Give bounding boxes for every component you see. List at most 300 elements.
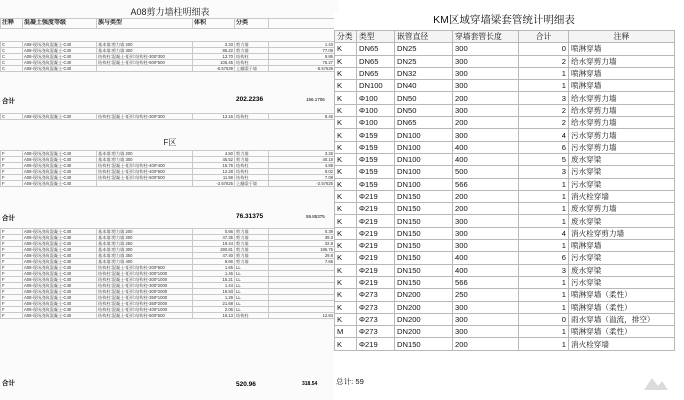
left-cell: 29.8 xyxy=(269,253,335,259)
sleeve-table xyxy=(334,30,675,351)
left-row xyxy=(1,313,335,319)
cell-category: K xyxy=(335,264,357,276)
table-row xyxy=(335,301,675,313)
left-cell: 剪力墙 xyxy=(235,42,269,48)
cell-note: 污水穿剪力墙 xyxy=(569,129,675,141)
cell-pipe-diameter: DN150 xyxy=(395,338,453,350)
left-total-2-value: 76.31375 xyxy=(236,213,264,220)
watermark-logo-icon xyxy=(642,374,670,394)
left-cell: 结构柱:混凝土-矩形:结构柱-300*1000 xyxy=(97,277,193,283)
left-cell: 0.39 xyxy=(269,229,335,235)
cell-pipe-diameter: DN25 xyxy=(395,43,453,55)
left-cell: 105.45 xyxy=(193,60,235,66)
left-cell: 结构柱:混凝土-矩形:结构柱-500*500 xyxy=(97,175,193,181)
cell-sleeve-length: 200 xyxy=(453,338,519,350)
left-block-1b xyxy=(0,113,335,120)
right-spreadsheet xyxy=(334,12,684,400)
cell-total: 1 xyxy=(519,215,569,227)
left-cell: 剪力墙 xyxy=(235,241,269,247)
cell-category: K xyxy=(335,178,357,190)
cell-total: 1 xyxy=(519,326,569,338)
left-cell: A08-现场浇筑混凝土-C40 xyxy=(23,175,97,181)
left-cell: 基本墙:剪力墙 200 xyxy=(97,42,193,48)
cell-sleeve-length: 250 xyxy=(453,289,519,301)
left-cell: 剪力墙 xyxy=(235,151,269,157)
left-total-2-extra: 59.85375 xyxy=(306,214,325,219)
left-cell: A08-现场浇筑混凝土-C40 xyxy=(23,66,97,72)
cell-sleeve-length: 200 xyxy=(453,92,519,104)
table-row xyxy=(335,215,675,227)
left-cell: F xyxy=(1,265,23,271)
table-row xyxy=(335,326,675,338)
table-row xyxy=(335,276,675,288)
cell-total: 1 xyxy=(519,190,569,202)
left-total-3-value: 520.96 xyxy=(236,381,256,388)
table-row xyxy=(335,227,675,239)
cell-note: 污水穿梁 xyxy=(569,166,675,178)
table-row xyxy=(335,92,675,104)
cell-type: DN65 xyxy=(357,67,395,79)
left-cell: LL xyxy=(235,271,269,277)
left-cell: C xyxy=(1,54,23,60)
cell-total: 6 xyxy=(519,141,569,153)
left-cell: 基本墙:剪力墙 300 xyxy=(97,48,193,54)
cell-pipe-diameter: DN150 xyxy=(395,227,453,239)
left-cell: A08-现场浇筑混凝土-C40 xyxy=(23,283,97,289)
table-row xyxy=(335,141,675,153)
left-cell: 结构柱:混凝土-矩形:结构柱-350*2000 xyxy=(97,301,193,307)
left-cell: F xyxy=(1,157,23,163)
left-cell: 剪力墙 xyxy=(235,229,269,235)
left-header-0: 注释 xyxy=(1,19,23,29)
left-total-1-label: 合计 xyxy=(2,98,15,105)
cell-note: 给水穿剪力墙 xyxy=(569,104,675,116)
table-row xyxy=(335,55,675,67)
cell-pipe-diameter: DN65 xyxy=(395,117,453,129)
left-cell: 45.52 xyxy=(193,157,235,163)
cell-sleeve-length: 300 xyxy=(453,313,519,325)
left-cell: 结构柱:混凝土-矩形:结构柱-200*600 xyxy=(97,265,193,271)
cell-category: K xyxy=(335,104,357,116)
left-total-3-label: 合计 xyxy=(2,380,15,387)
left-cell: F xyxy=(1,163,23,169)
left-cell: A08-现场浇筑混凝土-C40 xyxy=(23,247,97,253)
cell-sleeve-length: 400 xyxy=(453,252,519,264)
left-cell: A08-现场浇筑混凝土-C40 xyxy=(23,42,97,48)
table-row xyxy=(335,289,675,301)
cell-category: K xyxy=(335,301,357,313)
left-block-3 xyxy=(0,228,335,319)
left-cell: A08-现场浇筑混凝土-C40 xyxy=(23,235,97,241)
cell-total: 1 xyxy=(519,203,569,215)
cell-total: 0 xyxy=(519,313,569,325)
cell-pipe-diameter: DN200 xyxy=(395,326,453,338)
cell-category: K xyxy=(335,203,357,215)
header-note: 注释 xyxy=(569,31,675,43)
left-cell: 结构柱:混凝土-矩形:结构柱-400*600 xyxy=(97,169,193,175)
left-cell: F xyxy=(1,229,23,235)
left-cell: C xyxy=(1,66,23,72)
left-cell: A08-现场浇筑混凝土-C40 xyxy=(23,151,97,157)
left-title-1: A08剪力墙柱明细表 xyxy=(130,7,210,17)
cell-type: Φ273 xyxy=(357,289,395,301)
cell-note: 给水穿剪力墙 xyxy=(569,92,675,104)
left-cell: A08-现场浇筑混凝土-C40 xyxy=(23,241,97,247)
cell-category: K xyxy=(335,215,357,227)
left-cell: 剪力墙 xyxy=(235,247,269,253)
left-cell: A08-现场浇筑混凝土-C40 xyxy=(23,265,97,271)
left-cell: 77.09 xyxy=(269,48,335,54)
left-total-1-value: 202.2236 xyxy=(236,96,264,103)
cell-total: 4 xyxy=(519,129,569,141)
left-cell: A08-现场浇筑混凝土-C40 xyxy=(23,54,97,60)
left-cell: 290.81 xyxy=(193,247,235,253)
left-cell: F xyxy=(1,151,23,157)
cell-total: 0 xyxy=(519,43,569,55)
cell-pipe-diameter: DN150 xyxy=(395,276,453,288)
cell-sleeve-length: 200 xyxy=(453,190,519,202)
left-cell: 剪力墙 xyxy=(235,157,269,163)
cell-type: Φ100 xyxy=(357,117,395,129)
left-cell: 结构柱 xyxy=(235,163,269,169)
left-cell: 4.50 xyxy=(193,151,235,157)
left-cell: 13.16 xyxy=(193,114,235,120)
left-cell: 15.21 xyxy=(193,277,235,283)
cell-total: 4 xyxy=(519,227,569,239)
left-cell: LL xyxy=(235,265,269,271)
left-row xyxy=(1,66,335,72)
left-header-2: 族与类型 xyxy=(97,19,193,29)
table-row xyxy=(335,264,675,276)
left-cell: A08-现场浇筑混凝土-C40 xyxy=(23,259,97,265)
cell-sleeve-length: 300 xyxy=(453,55,519,67)
cell-pipe-diameter: DN150 xyxy=(395,240,453,252)
left-cell: 8.46 xyxy=(269,114,335,120)
left-cell: 19.13 xyxy=(193,313,235,319)
cell-pipe-diameter: DN50 xyxy=(395,104,453,116)
left-cell: C xyxy=(1,60,23,66)
left-cell: 85.22 xyxy=(193,48,235,54)
cell-note: 给水穿剪力墙 xyxy=(569,117,675,129)
cell-pipe-diameter: DN200 xyxy=(395,301,453,313)
cell-total: 2 xyxy=(519,104,569,116)
left-cell: 剪力墙 xyxy=(235,259,269,265)
table-row xyxy=(335,252,675,264)
cell-note: 喷淋穿墙 xyxy=(569,67,675,79)
cell-sleeve-length: 300 xyxy=(453,227,519,239)
cell-sleeve-length: 300 xyxy=(453,129,519,141)
left-cell: 2.06 xyxy=(193,307,235,313)
left-cell: F xyxy=(1,241,23,247)
cell-category: K xyxy=(335,313,357,325)
cell-type: Φ159 xyxy=(357,153,395,165)
left-cell: 3.26 xyxy=(269,151,335,157)
left-cell: 1.44 xyxy=(193,283,235,289)
table-row xyxy=(335,129,675,141)
left-cell: A08-现场浇筑混凝土-C40 xyxy=(23,295,97,301)
cell-note: 消火栓穿墙 xyxy=(569,190,675,202)
cell-note: 喷淋穿墙（柔性） xyxy=(569,326,675,338)
cell-type: Φ159 xyxy=(357,129,395,141)
right-title: KM区域穿墙梁套管统计明细表 xyxy=(433,14,575,26)
left-row xyxy=(1,181,335,187)
cell-pipe-diameter: DN150 xyxy=(395,252,453,264)
cell-note: 废水穿梁 xyxy=(569,153,675,165)
table-row xyxy=(335,338,675,350)
cell-sleeve-length: 400 xyxy=(453,141,519,153)
table-row xyxy=(335,67,675,79)
left-cell: 结构柱:混凝土-矩形:结构柱-300*300 xyxy=(97,114,193,120)
left-cell: 19.44 xyxy=(193,241,235,247)
cell-pipe-diameter: DN150 xyxy=(395,215,453,227)
left-cell: 15.76 xyxy=(193,163,235,169)
cell-total: 6 xyxy=(519,252,569,264)
left-cell xyxy=(97,66,193,72)
left-cell: LL xyxy=(235,277,269,283)
left-cell: 结构柱:混凝土-矩形:结构柱-300*2000 xyxy=(97,283,193,289)
cell-category: K xyxy=(335,153,357,165)
left-cell: 7.08 xyxy=(269,175,335,181)
cell-category: K xyxy=(335,92,357,104)
left-cell: F xyxy=(1,295,23,301)
left-cell: A08-现场浇筑混凝土-C40 xyxy=(23,307,97,313)
cell-note: 喷淋穿墙（柔性） xyxy=(569,289,675,301)
left-cell: A08-现场浇筑混凝土-C40 xyxy=(23,60,97,66)
table-row xyxy=(335,313,675,325)
left-cell: F xyxy=(1,175,23,181)
left-row xyxy=(1,114,335,120)
left-cell: A08-现场浇筑混凝土-C40 xyxy=(23,181,97,187)
left-cell: 结构柱:混凝土-矩形:结构柱-500*500 xyxy=(97,313,193,319)
table-row xyxy=(335,166,675,178)
left-cell: 76.27 xyxy=(269,60,335,66)
left-cell: C xyxy=(1,48,23,54)
cell-total: 1 xyxy=(519,80,569,92)
left-cell: LL xyxy=(235,307,269,313)
cell-sleeve-length: 400 xyxy=(453,153,519,165)
left-cell: 195.75 xyxy=(269,247,335,253)
cell-category: K xyxy=(335,166,357,178)
left-cell: A08-现场浇筑混凝土-C40 xyxy=(23,301,97,307)
left-cell: 基本墙:剪力墙 400 xyxy=(97,259,193,265)
left-cell xyxy=(97,181,193,187)
table-row xyxy=(335,178,675,190)
left-cell: 基本墙:剪力墙 350 xyxy=(97,253,193,259)
left-cell: 上翻梁于墙 xyxy=(235,181,269,187)
cell-pipe-diameter: DN100 xyxy=(395,153,453,165)
left-title-2: F区 xyxy=(163,138,177,147)
cell-type: Φ219 xyxy=(357,264,395,276)
left-cell: 18.93 xyxy=(193,289,235,295)
cell-note: 污水穿梁 xyxy=(569,252,675,264)
cell-category: K xyxy=(335,252,357,264)
left-cell: LL xyxy=(235,295,269,301)
cell-sleeve-length: 566 xyxy=(453,276,519,288)
left-header-table xyxy=(0,18,335,29)
header-type: 类型 xyxy=(357,31,395,43)
cell-pipe-diameter: DN40 xyxy=(395,80,453,92)
table-row xyxy=(335,190,675,202)
cell-pipe-diameter: DN200 xyxy=(395,313,453,325)
left-cell: 结构柱:混凝土-矩形:结构柱-400*1000 xyxy=(97,307,193,313)
header-sleeve-length: 穿墙套管长度 xyxy=(453,31,519,43)
cell-sleeve-length: 300 xyxy=(453,301,519,313)
left-cell: F xyxy=(1,271,23,277)
left-cell: -5.57639 xyxy=(269,66,335,72)
left-cell: 1.29 xyxy=(193,295,235,301)
cell-pipe-diameter: DN50 xyxy=(395,92,453,104)
table-row xyxy=(335,117,675,129)
cell-pipe-diameter: DN100 xyxy=(395,178,453,190)
cell-sleeve-length: 300 xyxy=(453,104,519,116)
cell-category: K xyxy=(335,129,357,141)
cell-category: K xyxy=(335,43,357,55)
left-cell: 结构柱 xyxy=(235,169,269,175)
cell-type: Φ159 xyxy=(357,166,395,178)
left-header-row xyxy=(1,19,335,29)
left-cell: 1.43 xyxy=(269,42,335,48)
left-cell: 4.89 xyxy=(269,163,335,169)
cell-total: 1 xyxy=(519,289,569,301)
left-header-3: 体积 xyxy=(193,19,235,29)
cell-note: 污水穿梁 xyxy=(569,276,675,288)
left-cell: LL xyxy=(235,289,269,295)
cell-type: DN65 xyxy=(357,43,395,55)
left-cell: 1.65 xyxy=(193,265,235,271)
cell-pipe-diameter: DN200 xyxy=(395,289,453,301)
cell-note: 消火栓穿剪力墙 xyxy=(569,227,675,239)
left-cell: 3.33 xyxy=(193,42,235,48)
left-total-1-extra: 156.1706 xyxy=(306,97,325,102)
left-cell: 13.70 xyxy=(193,54,235,60)
cell-note: 喷淋穿墙（柔性） xyxy=(569,301,675,313)
left-cell: 结构柱:混凝土-矩形:结构柱-300*300 xyxy=(97,54,193,60)
sleeve-table-header xyxy=(335,31,675,43)
cell-note: 污水穿剪力墙 xyxy=(569,141,675,153)
cell-note: 给水穿剪力墙 xyxy=(569,55,675,67)
cell-note: 喷淋穿墙 xyxy=(569,43,675,55)
cell-note: 污水穿梁 xyxy=(569,178,675,190)
cell-type: Φ219 xyxy=(357,240,395,252)
left-cell: 结构柱 xyxy=(235,60,269,66)
cell-pipe-diameter: DN150 xyxy=(395,203,453,215)
table-row xyxy=(335,104,675,116)
left-cell: LL xyxy=(235,301,269,307)
cell-total: 3 xyxy=(519,92,569,104)
left-cell: 基本墙:剪力墙 200 xyxy=(97,235,193,241)
header-total: 合计 xyxy=(519,31,569,43)
cell-category: M xyxy=(335,326,357,338)
cell-pipe-diameter: DN100 xyxy=(395,166,453,178)
left-cell: 1.46 xyxy=(193,271,235,277)
cell-total: 1 xyxy=(519,178,569,190)
cell-sleeve-length: 300 xyxy=(453,67,519,79)
cell-category: K xyxy=(335,55,357,67)
cell-pipe-diameter: DN150 xyxy=(395,190,453,202)
cell-pipe-diameter: DN25 xyxy=(395,55,453,67)
left-cell: 9.66 xyxy=(193,259,235,265)
left-cell: 基本墙:剪力墙 200 xyxy=(97,151,193,157)
cell-sleeve-length: 300 xyxy=(453,240,519,252)
table-row xyxy=(335,80,675,92)
cell-total: 5 xyxy=(519,153,569,165)
cell-note: 喷淋穿墙 xyxy=(569,80,675,92)
cell-total: 1 xyxy=(519,276,569,288)
cell-category: K xyxy=(335,276,357,288)
left-cell: 9.02 xyxy=(269,169,335,175)
left-cell: 47.35 xyxy=(193,235,235,241)
left-cell: 结构柱:混凝土-矩形:结构柱-400*400 xyxy=(97,163,193,169)
left-cell: 上翻梁于墙 xyxy=(235,66,269,72)
cell-total: 2 xyxy=(519,117,569,129)
left-header-1: 混凝土强度等级 xyxy=(23,19,97,29)
cell-type: Φ219 xyxy=(357,276,395,288)
left-cell: F xyxy=(1,307,23,313)
left-cell: LL xyxy=(235,283,269,289)
cell-pipe-diameter: DN100 xyxy=(395,129,453,141)
cell-type: Φ100 xyxy=(357,104,395,116)
cell-category: K xyxy=(335,141,357,153)
cell-total: 3 xyxy=(519,166,569,178)
cell-type: Φ219 xyxy=(357,252,395,264)
cell-type: Φ273 xyxy=(357,326,395,338)
cell-sleeve-length: 200 xyxy=(453,203,519,215)
cell-sleeve-length: 200 xyxy=(453,117,519,129)
left-cell: 基本墙:剪力墙 250 xyxy=(97,241,193,247)
left-cell: F xyxy=(1,277,23,283)
left-cell: 结构柱:混凝土-矩形:结构柱-300*1000 xyxy=(97,271,193,277)
cell-total: 3 xyxy=(519,264,569,276)
left-cell: A08-现场浇筑混凝土-C40 xyxy=(23,48,97,54)
cell-category: K xyxy=(335,227,357,239)
left-cell: 结构柱 xyxy=(235,54,269,60)
left-cell: 基本墙:剪力墙 300 xyxy=(97,157,193,163)
cell-type: Φ159 xyxy=(357,178,395,190)
left-cell: A08-现场浇筑混凝土-C40 xyxy=(23,313,97,319)
left-cell: 剪力墙 xyxy=(235,48,269,54)
cell-note: 喷淋穿墙 xyxy=(569,240,675,252)
left-cell: C xyxy=(1,114,23,120)
left-cell: 12.84 xyxy=(269,313,335,319)
left-cell: F xyxy=(1,253,23,259)
cell-category: K xyxy=(335,117,357,129)
left-cell: 结构柱:混凝土-矩形:结构柱-300*2000 xyxy=(97,289,193,295)
left-cell: F xyxy=(1,313,23,319)
cell-total: 1 xyxy=(519,240,569,252)
cell-type: Φ219 xyxy=(357,338,395,350)
left-cell: 结构柱 xyxy=(235,313,269,319)
cell-pipe-diameter: DN100 xyxy=(395,141,453,153)
cell-type: Φ219 xyxy=(357,227,395,239)
left-cell: 结构柱 xyxy=(235,175,269,181)
left-cell: 9.86 xyxy=(269,54,335,60)
left-spreadsheet xyxy=(0,0,338,400)
cell-total: 1 xyxy=(519,67,569,79)
left-cell: 12.28 xyxy=(193,169,235,175)
cell-note: 废水穿剪力墙 xyxy=(569,203,675,215)
left-cell: 结构柱:混凝土-矩形:结构柱-350*1000 xyxy=(97,295,193,301)
header-category: 分类 xyxy=(335,31,357,43)
cell-type: Φ159 xyxy=(357,141,395,153)
cell-sleeve-length: 300 xyxy=(453,80,519,92)
left-cell: F xyxy=(1,301,23,307)
left-block-1 xyxy=(0,41,335,72)
left-cell: F xyxy=(1,181,23,187)
left-cell: F xyxy=(1,283,23,289)
cell-type: DN100 xyxy=(357,80,395,92)
cell-total: 1 xyxy=(519,338,569,350)
cell-sleeve-length: 300 xyxy=(453,43,519,55)
